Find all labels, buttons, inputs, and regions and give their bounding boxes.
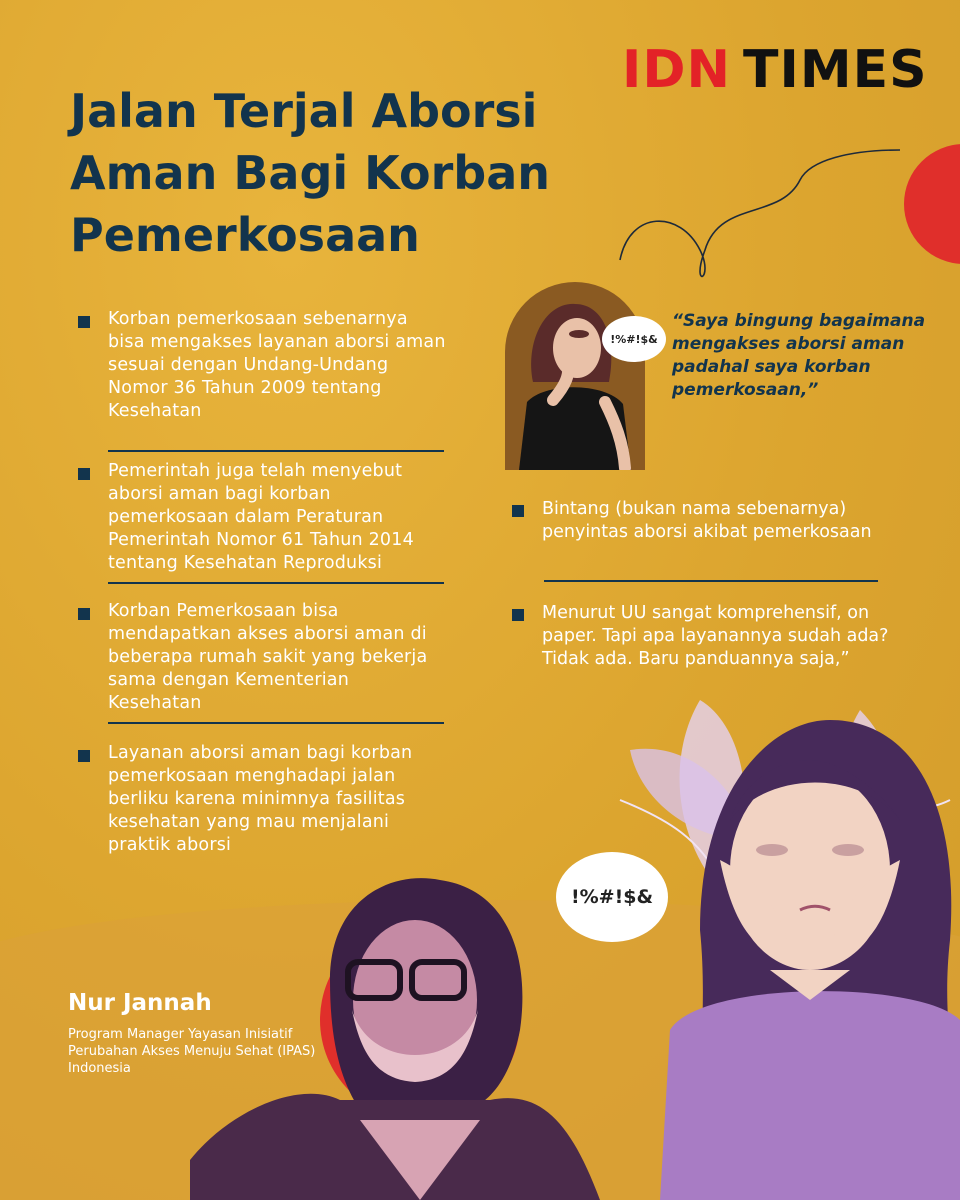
speech-bubble-large: !%#!$&: [556, 852, 668, 942]
divider: [108, 450, 444, 452]
logo-idn-text: IDN: [622, 40, 732, 100]
divider: [544, 580, 878, 582]
source-name: Nur Jannah: [68, 990, 212, 1016]
quote-text: “Saya bingung bagaimana mengakses aborsi aman padahal saya korban pemerkosaan,”: [672, 311, 926, 400]
bullet-item: [78, 600, 448, 715]
bullet-square-icon: [78, 468, 90, 480]
right-bullet-item: [512, 602, 922, 671]
speech-bubble-small: !%#!$&: [602, 316, 666, 362]
divider: [108, 582, 444, 584]
bullet-square-icon: [512, 609, 524, 621]
right-bullet-item: [512, 498, 922, 544]
woman-illustration-large: [660, 700, 960, 1200]
page-title: Jalan Terjal Aborsi Aman Bagi Korban Pemerkosaan: [70, 84, 550, 262]
bullet-text: Korban Pemerkosaan bisa mendapatkan akses aborsi aman di beberapa rumah sakit yang bekerja sama dengan Kementerian Kesehatan: [108, 601, 428, 713]
logo-times-text: TIMES: [743, 40, 928, 100]
bullet-item: [78, 460, 448, 575]
bullet-text: Layanan aborsi aman bagi korban pemerkosaan menghadapi jalan berliku karena minimnya fasilitas kesehatan yang mau menjalani praktik aborsi: [108, 743, 413, 855]
bullet-square-icon: [78, 316, 90, 328]
bullet-text: Pemerintah juga telah menyebut aborsi aman bagi korban pemerkosaan dalam Peraturan Pemerintah Nomor 61 Tahun 2014 tentang Kesehatan Reproduksi: [108, 461, 414, 573]
bullet-square-icon: [512, 505, 524, 517]
idn-times-logo: [622, 40, 928, 100]
decorative-squiggle: [610, 140, 910, 300]
woman-illustration-small: [505, 282, 645, 470]
bullet-text: Korban pemerkosaan sebenarnya bisa mengakses layanan aborsi aman sesuai dengan Undang-Undang Nomor 36 Tahun 2009 tentang Kesehatan: [108, 309, 446, 421]
bullet-item: [78, 308, 448, 423]
source-role: Program Manager Yayasan Inisiatif Perubahan Akses Menuju Sehat (IPAS) Indonesia: [68, 1027, 316, 1076]
bullet-square-icon: [78, 608, 90, 620]
bullet-square-icon: [78, 750, 90, 762]
decorative-red-circle: [904, 144, 960, 264]
divider: [108, 722, 444, 724]
bullet-text: Bintang (bukan nama sebenarnya) penyintas aborsi akibat pemerkosaan: [542, 499, 872, 542]
bullet-text: Menurut UU sangat komprehensif, on paper. Tapi apa layanannya sudah ada? Tidak ada. Baru panduannya saja,”: [542, 603, 889, 669]
bullet-item: [78, 742, 448, 857]
